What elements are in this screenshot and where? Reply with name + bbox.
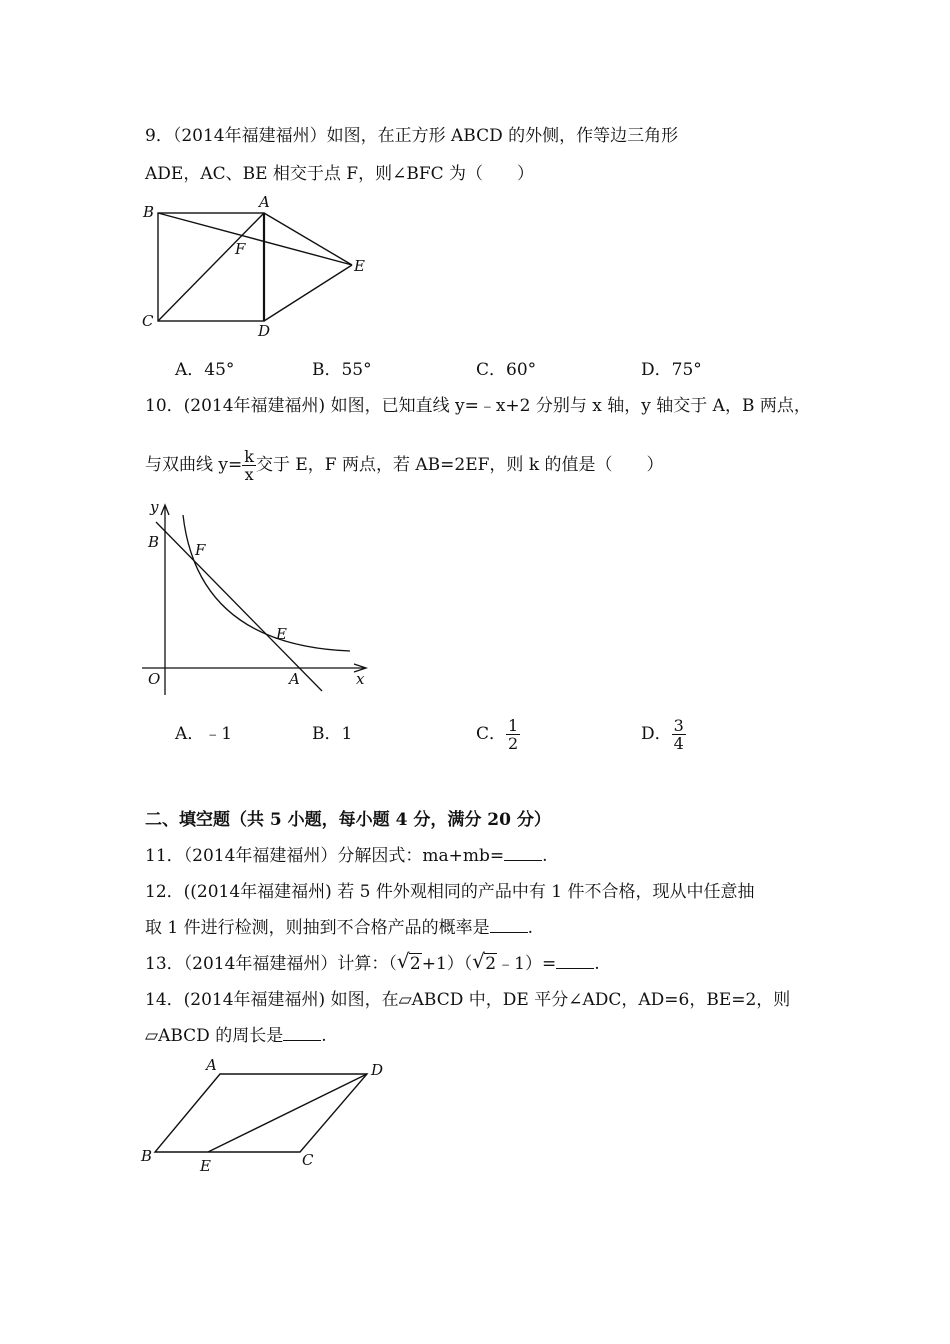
q10-option-c [476,716,520,752]
q11-stem [145,845,548,867]
segment-be [158,213,352,265]
q14-figure [138,1053,398,1178]
radical-sign: √ [472,949,486,973]
answer-blank [504,846,542,861]
label-f: F [195,541,206,559]
sqrt-expression [396,949,422,975]
label-a: A [259,193,270,211]
q10-stem-pre: 与双曲线 y= [145,455,243,475]
q9-option-a: A．45° [175,360,235,380]
answer-blank [556,954,594,969]
q10-figure [138,495,378,695]
q14-stem-line1: 14．(2014年福建福州) 如图，在▱ABCD 中，DE 平分∠ADC，AD=6，BE=2，则 [145,990,791,1010]
label-y: y [150,498,159,516]
q10-stem-post: 交于 E，F 两点，若 AB=2EF，则 k 的值是（ ） [255,455,664,475]
q10-stem-line2 [145,446,664,484]
q10-option-a: A．﹣1 [175,724,233,744]
diagonal-ac [158,213,264,321]
label-e: E [354,257,365,275]
label-b: B [143,203,155,221]
q10-option-d [641,716,686,752]
frac-numerator: k [244,447,254,466]
option-d-fraction [672,717,686,752]
q13-end: . [594,954,600,974]
q14-text: ▱ABCD 的周长是 [145,1026,284,1046]
label-b: B [148,533,160,551]
q11-end: . [542,846,548,866]
segment-de [264,265,352,321]
label-d: D [371,1061,384,1079]
q13-stem [145,949,600,975]
answer-blank [490,918,528,933]
q11-text: 11．（2014年福建福州）分解因式：ma+mb= [145,846,505,866]
frac-denominator: x [244,465,254,484]
label-x: x [356,670,365,688]
label-a: A [206,1056,217,1074]
section-2-title: 二、填空题（共 5 小题，每小题 4 分，满分 20 分） [145,810,551,830]
q12-end: . [527,918,534,938]
radicand: 2 [485,954,497,974]
label-b: B [141,1147,153,1165]
q9-stem-line2: ADE，AC、BE 相交于点 F，则∠BFC 为（ ） [145,164,535,184]
label-e: E [200,1157,211,1175]
parallelogram-abcd [155,1074,367,1152]
q14-end: . [321,1026,327,1046]
frac-numerator: 3 [673,716,684,735]
q12-stem-line1: 12．((2014年福建福州) 若 5 件外观相同的产品中有 1 件不合格，现从中任意抽 [145,882,755,902]
option-c-prefix: C． [476,724,507,744]
frac-denominator: 4 [673,734,684,753]
segment-ae [264,213,352,265]
q13-mid1: +1）（ [421,954,473,974]
answer-blank [283,1026,321,1041]
label-e: E [276,625,287,643]
q10-stem-line1: 10．(2014年福建福州) 如图，已知直线 y=﹣x+2 分别与 x 轴，y 轴交于 A，B 两点， [145,396,811,416]
hyperbola-curve [183,515,350,651]
label-a: A [289,670,300,688]
q12-text: 取 1 件进行检测，则抽到不合格产品的概率是 [145,918,490,938]
label-o: O [148,670,161,688]
label-f: F [235,240,246,258]
label-c: C [302,1151,314,1169]
q9-option-d: D．75° [641,360,702,380]
radical-sign: √ [396,949,410,973]
q9-option-c: C．60° [476,360,537,380]
segment-de [208,1074,367,1152]
q13-mid2: ﹣1）= [497,954,557,974]
q13-pre: 13．（2014年福建福州）计算：（ [145,954,397,974]
q9-figure [138,193,378,343]
label-d: D [258,322,271,340]
radicand: 2 [409,954,421,974]
line-ab [156,522,322,691]
frac-numerator: 1 [508,716,519,735]
q9-stem-line1: 9．（2014年福建福州）如图，在正方形 ABCD 的外侧，作等边三角形 [145,126,679,146]
q14-stem-line2 [145,1025,327,1047]
q10-fraction-k-over-x [242,448,256,483]
option-d-prefix: D． [641,724,672,744]
option-c-fraction [506,717,520,752]
q12-stem-line2 [145,917,533,939]
label-c: C [142,312,154,330]
frac-denominator: 2 [508,734,519,753]
sqrt-expression [472,949,497,975]
q10-option-b: B．1 [312,724,353,744]
q9-option-b: B．55° [312,360,372,380]
